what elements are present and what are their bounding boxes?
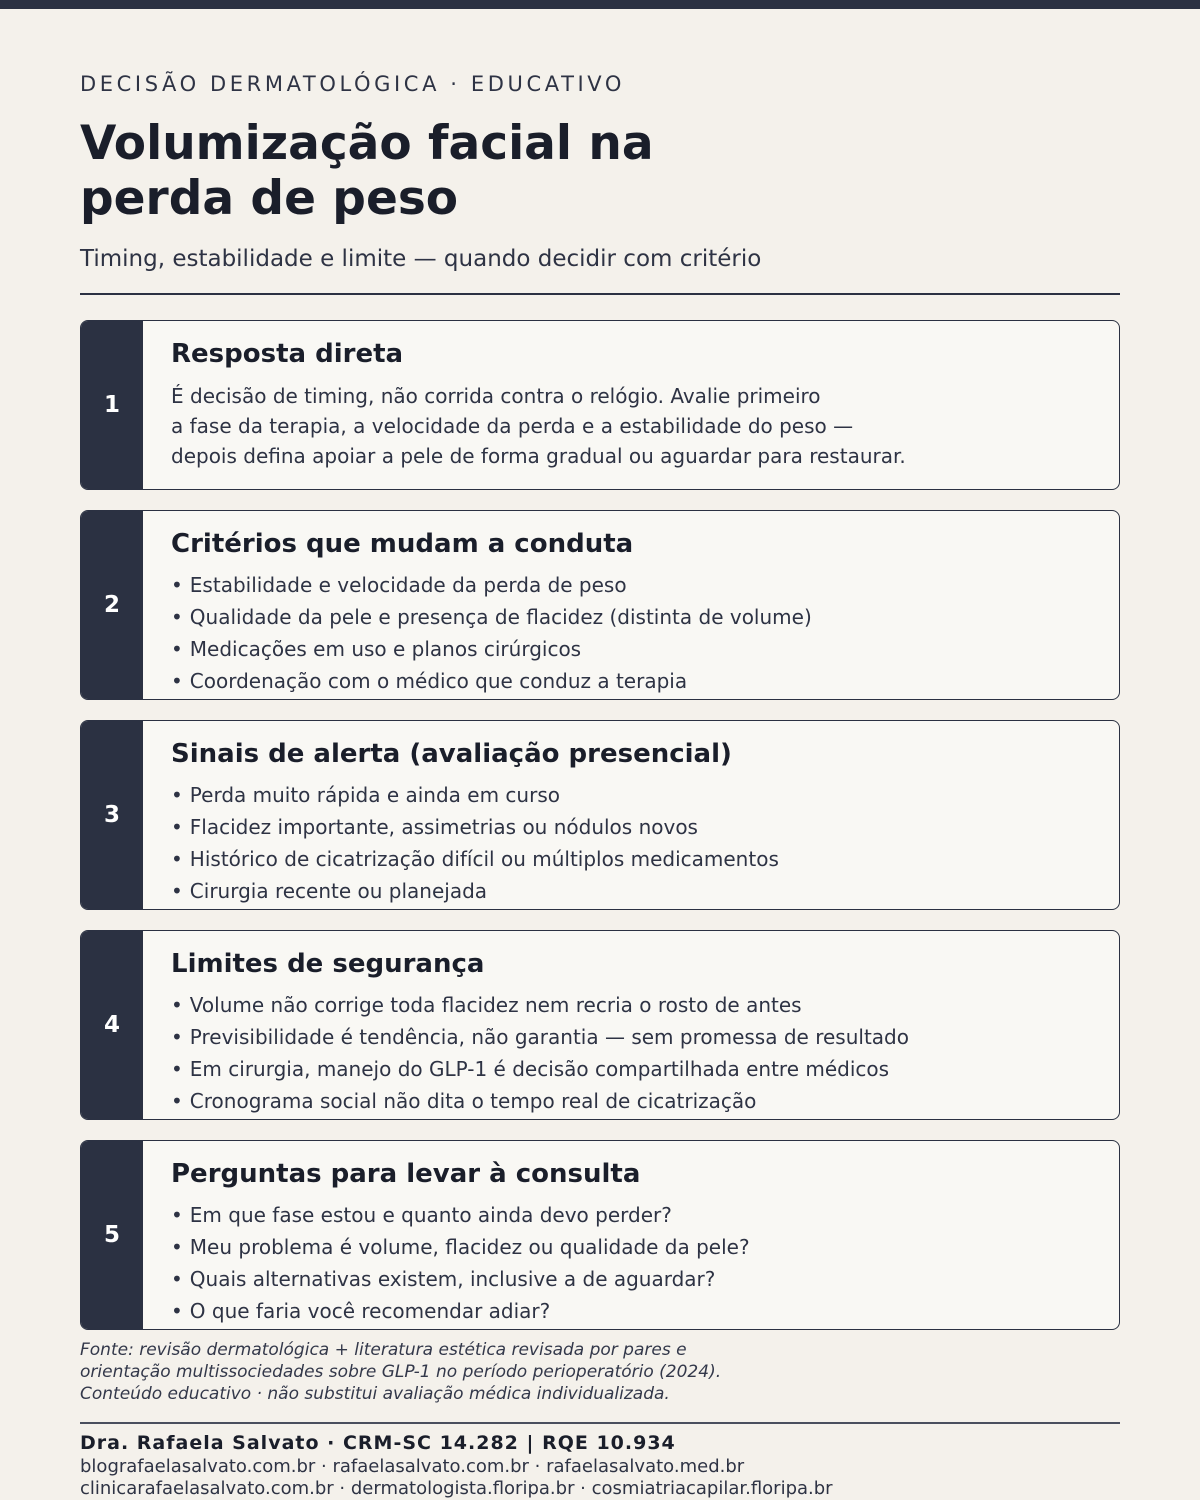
author-credentials: Dra. Rafaela Salvato · CRM-SC 14.282 | RQE 10.934 xyxy=(80,1432,676,1454)
source-line: Conteúdo educativo · não substitui avaliação médica individualizada. xyxy=(80,1384,670,1404)
list-item: • Em que fase estou e quanto ainda devo perder? xyxy=(171,1199,1099,1231)
card-text: É decisão de timing, não corrida contra o relógio. Avalie primeiro a fase da terapia, a velocidade da perda e a estabilidade do peso — depois defina apoiar a pele de forma gradual ou aguardar para restaurar. xyxy=(171,384,906,468)
list-item: • Em cirurgia, manejo do GLP-1 é decisão compartilhada entre médicos xyxy=(171,1053,1099,1085)
card-resposta-direta xyxy=(80,320,1120,490)
card-limites-de-seguranca xyxy=(80,930,1120,1120)
card-number-badge: 4 xyxy=(81,931,143,1119)
list-item: • Estabilidade e velocidade da perda de peso xyxy=(171,569,1099,601)
header-divider xyxy=(80,293,1120,295)
source-note xyxy=(80,1339,1120,1405)
card-list xyxy=(171,779,1099,907)
list-item: • Quais alternativas existem, inclusive a de aguardar? xyxy=(171,1263,1099,1295)
page-header xyxy=(80,70,1120,274)
card-number-badge: 1 xyxy=(81,321,143,489)
card-number-badge: 2 xyxy=(81,511,143,699)
card-perguntas-consulta xyxy=(80,1140,1120,1330)
card-number-badge: 3 xyxy=(81,721,143,909)
list-item: • Perda muito rápida e ainda em curso xyxy=(171,779,1099,811)
list-item: • Previsibilidade é tendência, não garantia — sem promessa de resultado xyxy=(171,1021,1099,1053)
list-item: • Qualidade da pele e presença de flacidez (distinta de volume) xyxy=(171,601,1099,633)
card-body xyxy=(171,737,1099,907)
list-item: • Meu problema é volume, flacidez ou qualidade da pele? xyxy=(171,1231,1099,1263)
list-item: • Flacidez importante, assimetrias ou nódulos novos xyxy=(171,811,1099,843)
card-body xyxy=(171,947,1099,1117)
card-body xyxy=(171,1157,1099,1327)
card-criterios xyxy=(80,510,1120,700)
card-title: Resposta direta xyxy=(171,339,404,369)
page-title: Volumização facial na perda de peso xyxy=(80,116,654,226)
list-item: • Cirurgia recente ou planejada xyxy=(171,875,1099,907)
list-item: • Cronograma social não dita o tempo real de cicatrização xyxy=(171,1085,1099,1117)
list-item: • Coordenação com o médico que conduz a terapia xyxy=(171,665,1099,697)
list-item: • O que faria você recomendar adiar? xyxy=(171,1295,1099,1327)
page-subtitle: Timing, estabilidade e limite — quando decidir com critério xyxy=(80,246,762,272)
card-list xyxy=(171,989,1099,1117)
card-list xyxy=(171,1199,1099,1327)
card-number-badge: 5 xyxy=(81,1141,143,1329)
card-title: Limites de segurança xyxy=(171,949,485,979)
list-item: • Histórico de cicatrização difícil ou múltiplos medicamentos xyxy=(171,843,1099,875)
top-accent-bar xyxy=(0,0,1200,9)
card-sinais-de-alerta xyxy=(80,720,1120,910)
source-line: Fonte: revisão dermatológica + literatura estética revisada por pares e xyxy=(80,1340,687,1360)
card-title: Sinais de alerta (avaliação presencial) xyxy=(171,739,732,769)
card-title: Perguntas para levar à consulta xyxy=(171,1159,641,1189)
card-body xyxy=(171,337,1099,471)
source-line: orientação multissociedades sobre GLP-1 no período perioperatório (2024). xyxy=(80,1362,722,1382)
card-title: Critérios que mudam a conduta xyxy=(171,529,634,559)
website-list: blografaelasalvato.com.br · rafaelasalvato.com.br · rafaelasalvato.med.br xyxy=(80,1456,745,1477)
kicker-label: DECISÃO DERMATOLÓGICA · EDUCATIVO xyxy=(80,72,626,96)
list-item: • Volume não corrige toda flacidez nem recria o rosto de antes xyxy=(171,989,1099,1021)
footer xyxy=(80,1430,1120,1500)
website-list: clinicarafaelasalvato.com.br · dermatologista.floripa.br · cosmiatriacapilar.floripa.br xyxy=(80,1478,833,1499)
card-list xyxy=(171,569,1099,697)
footer-divider xyxy=(80,1422,1120,1424)
card-body xyxy=(171,527,1099,697)
list-item: • Medicações em uso e planos cirúrgicos xyxy=(171,633,1099,665)
